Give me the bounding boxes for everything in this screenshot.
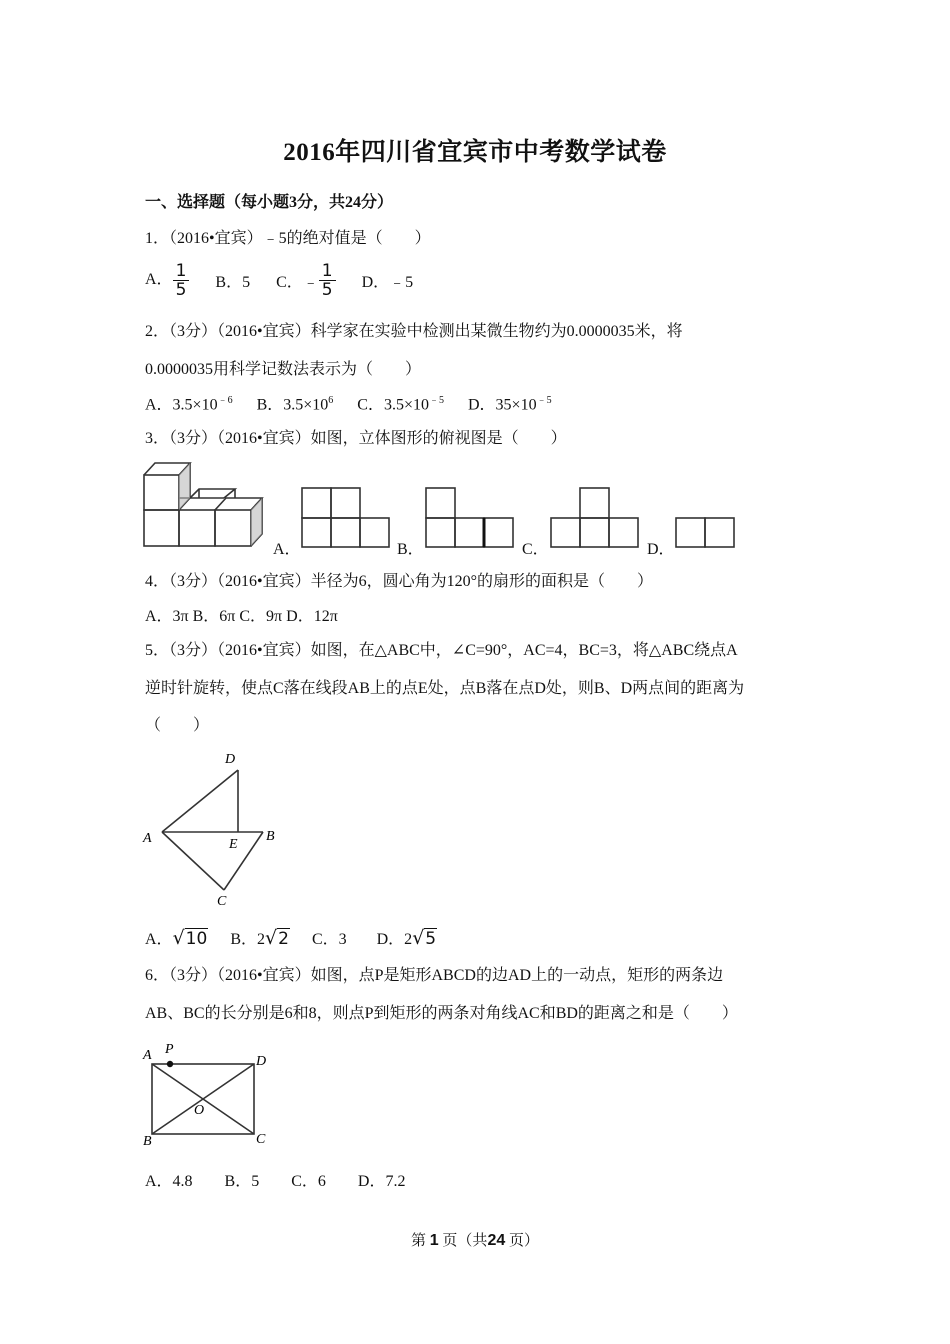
q2-stem-line1: 2．（3分）（2016•宜宾）科学家在实验中检测出某微生物约为0.0000035米，将 [145, 323, 683, 340]
q6-label-c: C [256, 1132, 266, 1147]
q5-label-b: B [266, 829, 275, 844]
q6-stem-line1: 6．（3分）（2016•宜宾）如图，点P是矩形ABCD的边AD上的一动点，矩形的两条边 [145, 967, 724, 984]
footer-middle: 页（共 [442, 1233, 488, 1249]
q5-option-a: A． [145, 931, 173, 948]
q3-option-a-label: A． [273, 541, 301, 558]
q3-option-c-figure [550, 487, 640, 549]
footer-suffix: 页） [508, 1233, 539, 1249]
q2-b-exponent: 6 [328, 395, 334, 406]
q5-label-e: E [229, 837, 238, 852]
q2-options [145, 391, 552, 414]
q4-stem: 4．（3分）（2016•宜宾）半径为6，圆心角为120°的扇形的面积是（ ） [145, 573, 654, 590]
sqrt-icon: √ [265, 927, 278, 949]
q6-label-p: P [165, 1042, 174, 1057]
q5-option-b: B．2 [230, 931, 265, 948]
q2-option-a: A．3.5×10 [145, 396, 218, 414]
q1-a-numerator: 1 [173, 262, 190, 281]
q3-option-a-figure [301, 487, 391, 549]
q1-stem: 1．（2016•宜宾）﹣5的绝对值是（ ） [145, 230, 431, 247]
q1-options [145, 262, 413, 299]
q2-stem-line2: 0.0000035用科学记数法表示为（ ） [145, 361, 422, 378]
q3-option-b-label: B． [397, 541, 424, 558]
q3-option-c-label: C． [522, 541, 549, 558]
q1-option-a-fraction [173, 262, 190, 299]
q1-option-b: B．5 [215, 274, 251, 291]
q2-option-b: B．3.5×10 [256, 396, 329, 414]
q2-option-c: C．3.5×10 [357, 396, 429, 414]
q2-c-exponent: ﹣5 [429, 395, 444, 406]
q3-solid-figure [143, 460, 268, 552]
q3-option-d-label: D． [647, 541, 675, 558]
q6-options: A．4.8 B．5 C．6 D．7.2 [145, 1173, 406, 1190]
q1-a-denominator: 5 [175, 280, 187, 300]
q2-d-exponent: ﹣5 [536, 395, 552, 406]
q5-label-a: A [143, 831, 152, 846]
q3-option-b-figure [425, 487, 517, 549]
q5-b-radicand: 2 [278, 929, 289, 949]
q5-label-c: C [217, 894, 227, 909]
q1-c-numerator: 1 [319, 262, 336, 281]
sqrt-icon: √ [412, 927, 425, 949]
section-heading: 一、选择题（每小题3分，共24分） [145, 194, 394, 211]
footer-prefix: 第 [411, 1233, 427, 1249]
q6-label-d: D [256, 1054, 267, 1069]
q2-option-d: D．35×10 [468, 396, 537, 414]
q5-stem-line1: 5．（3分）（2016•宜宾）如图，在△ABC中，∠C=90°，AC=4，BC=3，将△ABC绕点A [145, 642, 738, 659]
q6-stem-line2: AB、BC的长分别是6和8，则点P到矩形的两条对角线AC和BD的距离之和是（ ） [145, 1005, 738, 1022]
q6-rectangle-figure [140, 1037, 275, 1149]
q6-label-a: A [143, 1048, 152, 1063]
page-title: 2016年四川省宜宾市中考数学试卷 [283, 139, 667, 166]
q4-options: A．3π B．6π C．9π D．12π [145, 608, 338, 625]
q5-label-d: D [225, 752, 236, 767]
q2-a-exponent: ﹣6 [217, 395, 233, 406]
q1-option-c-fraction [319, 262, 336, 299]
q5-d-radicand: 5 [425, 929, 437, 949]
sqrt-icon: √ [172, 927, 185, 949]
q6-label-b: B [143, 1134, 152, 1149]
q5-options [145, 926, 437, 949]
q5-stem-line3: （ ） [145, 717, 210, 734]
q1-c-denominator: 5 [321, 280, 333, 300]
q5-triangle-figure [140, 745, 290, 910]
footer-total-pages: 24 [487, 1232, 506, 1249]
q6-point-p [167, 1061, 173, 1067]
q1-c-sign: ﹣ [302, 274, 319, 291]
q3-option-d-figure [675, 517, 737, 549]
q1-option-a-label: A． [145, 271, 173, 289]
q5-option-d: D．2 [376, 931, 413, 948]
page-footer [0, 1229, 950, 1250]
q6-label-o: O [194, 1103, 205, 1118]
q5-option-c: C．3 [311, 931, 347, 948]
q1-option-c-label: C． [276, 274, 303, 291]
q5-stem-line2: 逆时针旋转，使点C落在线段AB上的点E处，点B落在点D处，则B、D两点间的距离为 [145, 680, 745, 697]
q3-stem: 3．（3分）（2016•宜宾）如图，立体图形的俯视图是（ ） [145, 430, 567, 447]
q1-option-d: D．﹣5 [361, 274, 414, 291]
q5-a-radicand: 10 [185, 929, 208, 949]
footer-page-number: 1 [429, 1232, 439, 1249]
